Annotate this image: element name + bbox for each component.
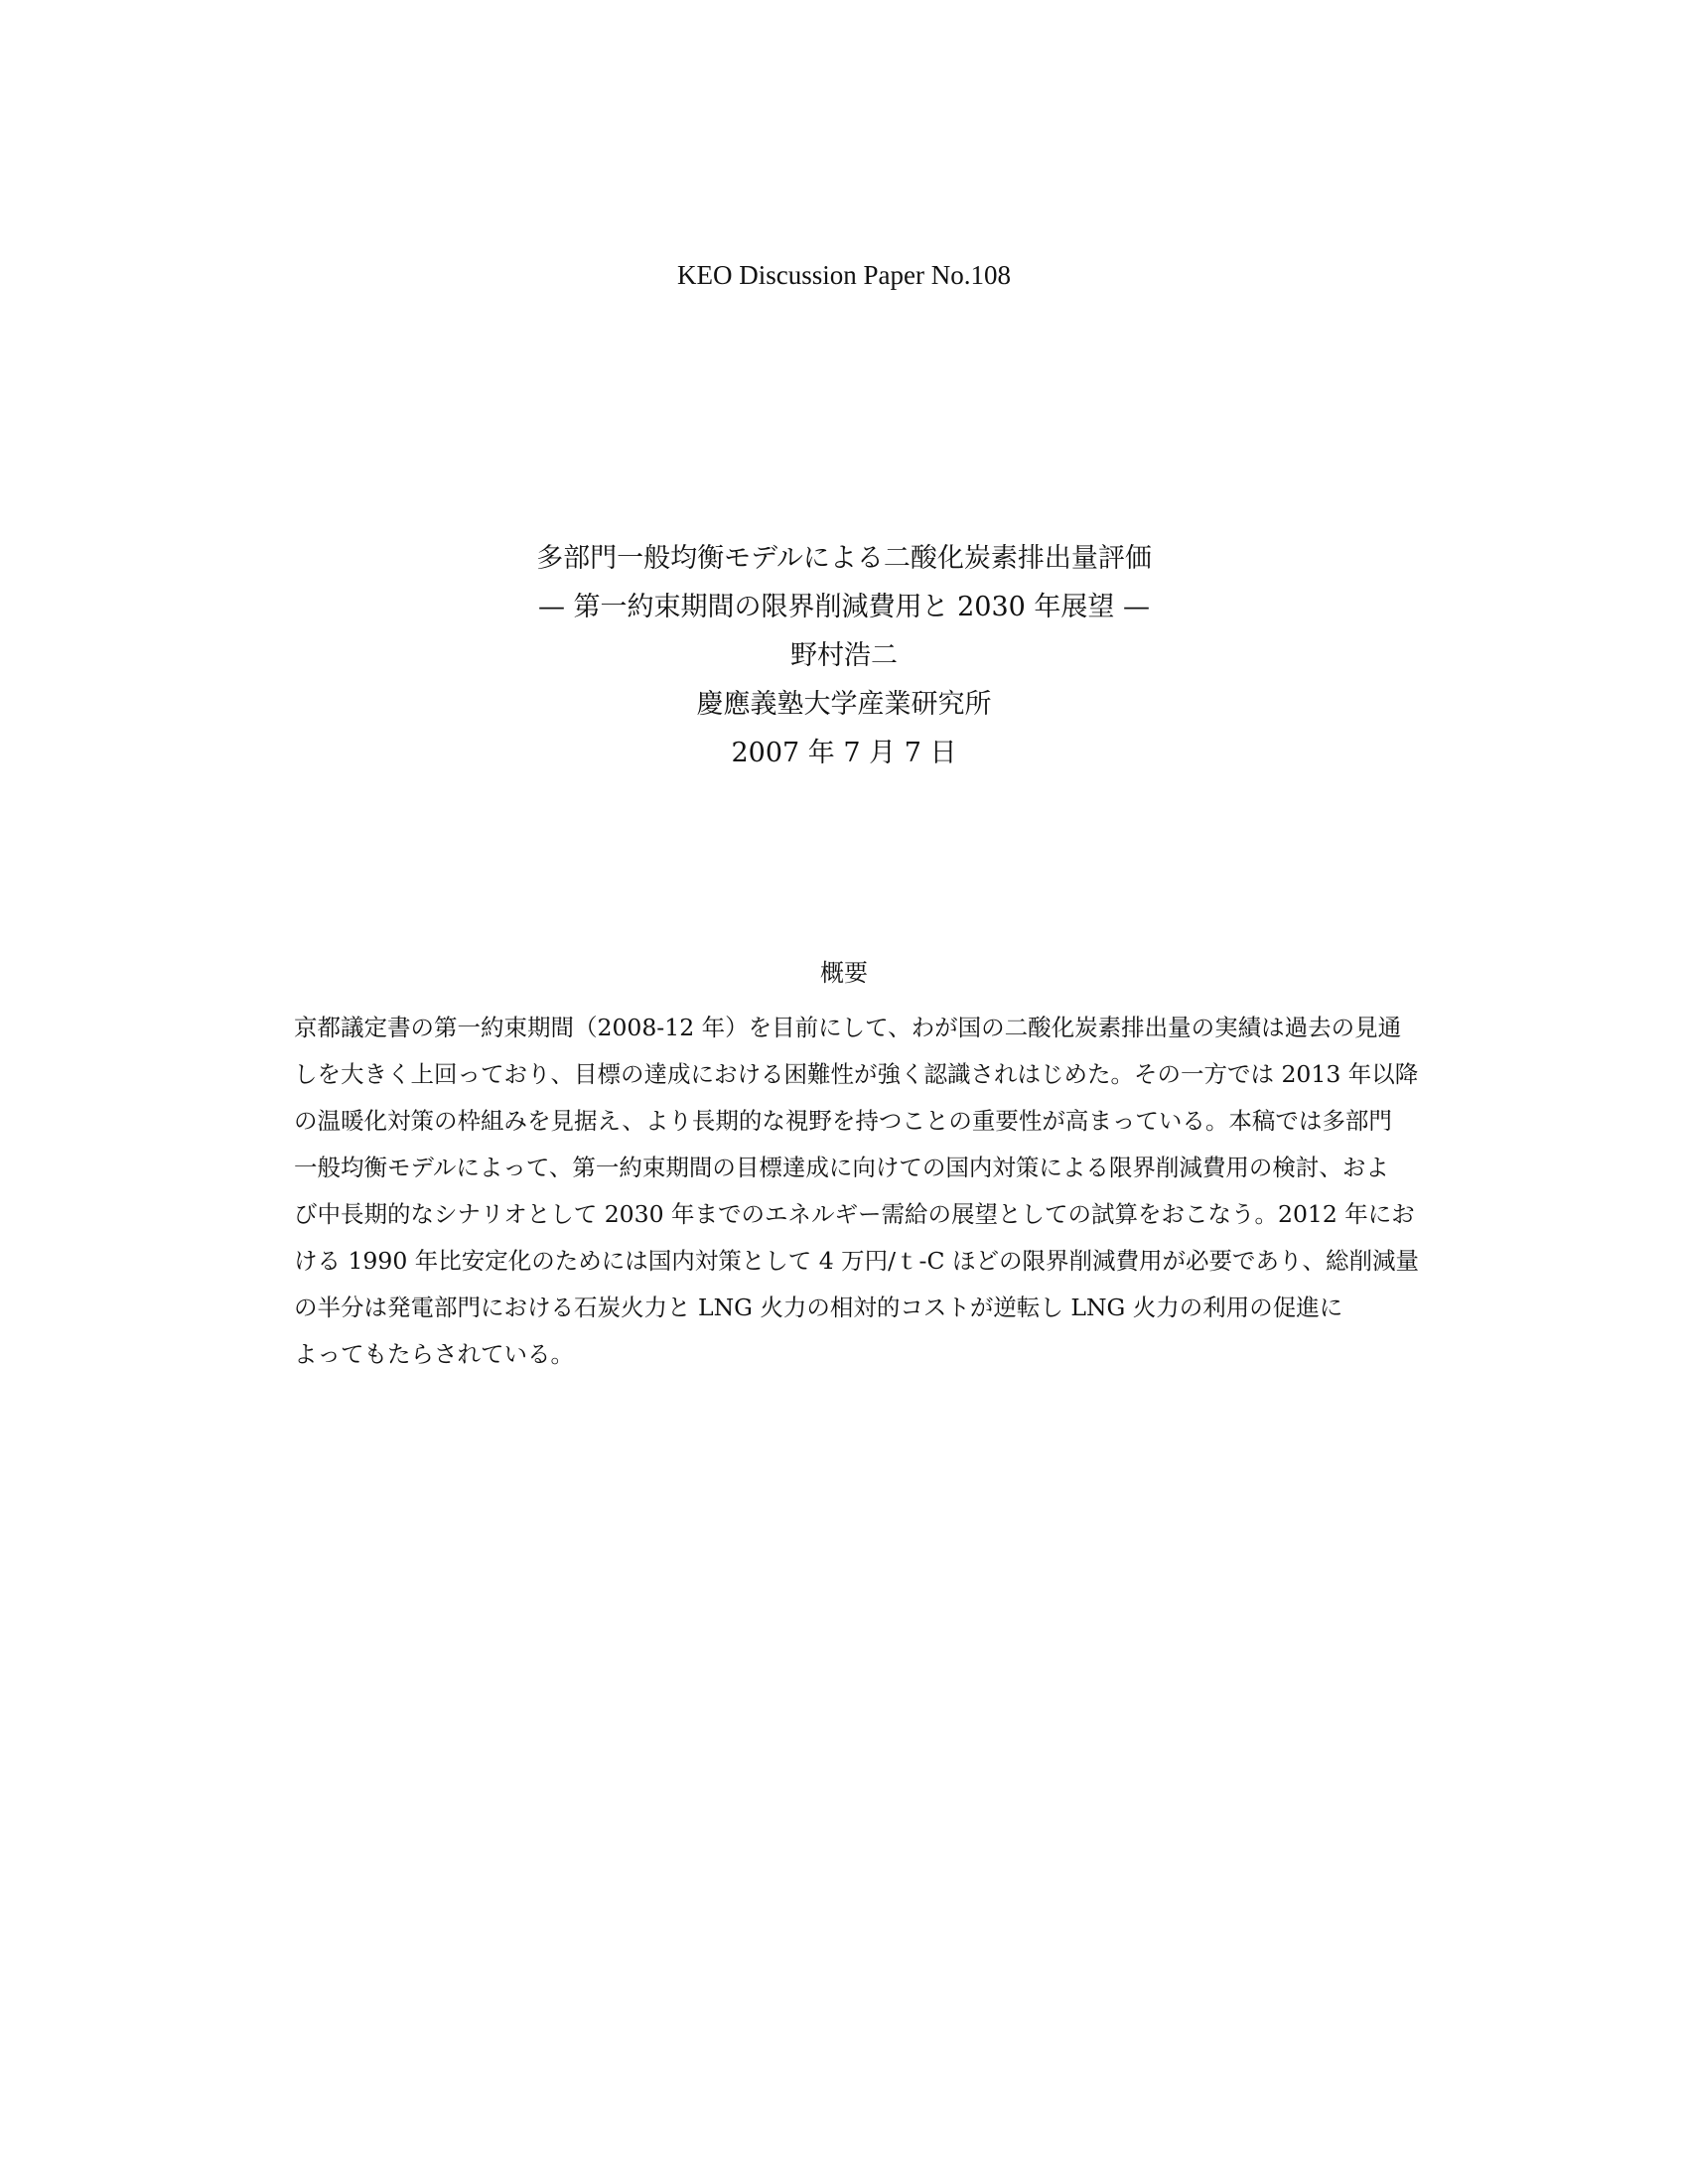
series-label: KEO Discussion Paper No.108	[677, 260, 1011, 290]
author-name: 野村浩二	[790, 640, 898, 671]
paper-title: 多部門一般均衡モデルによる二酸化炭素排出量評価	[536, 543, 1152, 574]
affiliation: 慶應義塾大学産業研究所	[696, 689, 992, 720]
abstract-body	[294, 1005, 1419, 1378]
abstract-line: ける 1990 年比安定化のためには国内対策として 4 万円/ｔ-C ほどの限界削減費用が必要であり、総削減量	[294, 1247, 1419, 1275]
abstract-line: しを大きく上回っており、目標の達成における困難性が強く認識されはじめた。その一方では 2013 年以降	[294, 1060, 1419, 1088]
abstract-line: 京都議定書の第一約束期間（2008-12 年）を目前にして、わが国の二酸化炭素排出量の実績は過去の見通	[294, 1014, 1402, 1041]
abstract-heading: 概要	[820, 959, 868, 987]
abstract-line: び中長期的なシナリオとして 2030 年までのエネルギー需給の展望としての試算をおこなう。2012 年にお	[294, 1200, 1415, 1228]
abstract-line: の半分は発電部門における石炭火力と LNG 火力の相対的コストが逆転し LNG 火力の利用の促進に	[294, 1294, 1343, 1321]
abstract-line: の温暖化対策の枠組みを見据え、より長期的な視野を持つことの重要性が高まっている。本稿では多部門	[294, 1107, 1392, 1135]
paper-subtitle: — 第一約束期間の限界削減費用と 2030 年展望 —	[537, 592, 1151, 622]
title-block	[0, 534, 1688, 777]
publication-date: 2007 年 7 月 7 日	[731, 738, 957, 768]
abstract-line: よってもたらされている。	[294, 1340, 574, 1368]
abstract-line: 一般均衡モデルによって、第一約束期間の目標達成に向けての国内対策による限界削減費用の検討、およ	[294, 1154, 1389, 1181]
